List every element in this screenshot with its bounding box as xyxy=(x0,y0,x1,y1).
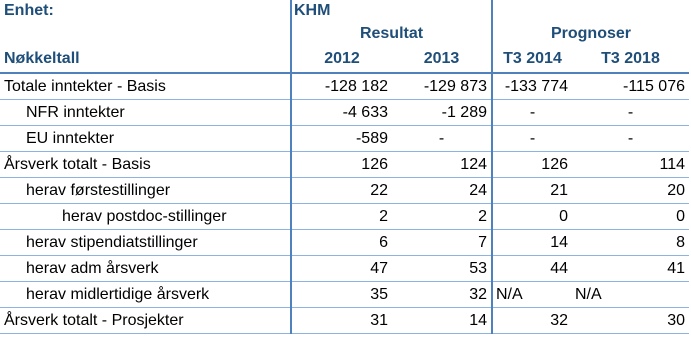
table-row xyxy=(0,204,689,230)
cell-value: 22 xyxy=(291,178,392,204)
unit-value: KHM xyxy=(291,0,392,22)
cell-value: 2 xyxy=(291,204,392,230)
cell-value: N/A xyxy=(492,282,572,308)
cell-value: -133 774 xyxy=(492,73,572,100)
column-header-2013: 2013 xyxy=(392,46,492,73)
cell-value: 7 xyxy=(392,230,492,256)
group-results-label: Resultat xyxy=(291,22,492,46)
table-row xyxy=(0,100,689,126)
cell-value: 30 xyxy=(572,308,689,334)
cell-value: - xyxy=(492,126,572,152)
header-row-columns xyxy=(0,46,689,73)
table-row xyxy=(0,126,689,152)
cell-value: 0 xyxy=(492,204,572,230)
cell-value: 2 xyxy=(392,204,492,230)
cell-value: -1 289 xyxy=(392,100,492,126)
key-figures-label: Nøkkeltall xyxy=(0,46,291,73)
cell-value: - xyxy=(572,100,689,126)
group-forecasts-label: Prognoser xyxy=(492,22,689,46)
row-label: Totale inntekter - Basis xyxy=(0,73,291,100)
cell-value: 114 xyxy=(572,152,689,178)
column-header-t3-2014: T3 2014 xyxy=(492,46,572,73)
row-label: NFR inntekter xyxy=(0,100,291,126)
cell-value: 21 xyxy=(492,178,572,204)
cell-value: 14 xyxy=(492,230,572,256)
cell-value: -4 633 xyxy=(291,100,392,126)
table-row xyxy=(0,152,689,178)
cell-value: N/A xyxy=(572,282,689,308)
cell-value: 14 xyxy=(392,308,492,334)
cell-value: 24 xyxy=(392,178,492,204)
cell-value: 8 xyxy=(572,230,689,256)
cell-value: 126 xyxy=(291,152,392,178)
table-row xyxy=(0,282,689,308)
column-header-2012: 2012 xyxy=(291,46,392,73)
cell-value: -128 182 xyxy=(291,73,392,100)
cell-value: - xyxy=(572,126,689,152)
row-label: herav postdoc-stillinger xyxy=(0,204,291,230)
cell-value: - xyxy=(392,126,492,152)
unit-label: Enhet: xyxy=(4,2,54,19)
cell-value: -129 873 xyxy=(392,73,492,100)
cell-value: 44 xyxy=(492,256,572,282)
cell-value: 47 xyxy=(291,256,392,282)
table-row xyxy=(0,230,689,256)
cell-value: -589 xyxy=(291,126,392,152)
cell-value: 53 xyxy=(392,256,492,282)
column-header-t3-2018: T3 2018 xyxy=(572,46,689,73)
header-row-unit xyxy=(0,0,689,22)
row-label: herav midlertidige årsverk xyxy=(0,282,291,308)
table-row xyxy=(0,256,689,282)
row-label: Årsverk totalt - Prosjekter xyxy=(0,308,291,334)
row-label: herav stipendiatstillinger xyxy=(0,230,291,256)
table-row xyxy=(0,178,689,204)
cell-value: 20 xyxy=(572,178,689,204)
cell-value: 35 xyxy=(291,282,392,308)
cell-value: 124 xyxy=(392,152,492,178)
cell-value: -115 076 xyxy=(572,73,689,100)
cell-value: 126 xyxy=(492,152,572,178)
row-label: herav førstestillinger xyxy=(0,178,291,204)
header-row-groups xyxy=(0,22,689,46)
cell-value: 31 xyxy=(291,308,392,334)
row-label: Årsverk totalt - Basis xyxy=(0,152,291,178)
cell-value: 32 xyxy=(392,282,492,308)
cell-value: 41 xyxy=(572,256,689,282)
row-label: herav adm årsverk xyxy=(0,256,291,282)
table-row xyxy=(0,308,689,334)
cell-value: 0 xyxy=(572,204,689,230)
row-label: EU inntekter xyxy=(0,126,291,152)
cell-value: 32 xyxy=(492,308,572,334)
table-row xyxy=(0,73,689,100)
cell-value: 6 xyxy=(291,230,392,256)
cell-value: - xyxy=(492,100,572,126)
